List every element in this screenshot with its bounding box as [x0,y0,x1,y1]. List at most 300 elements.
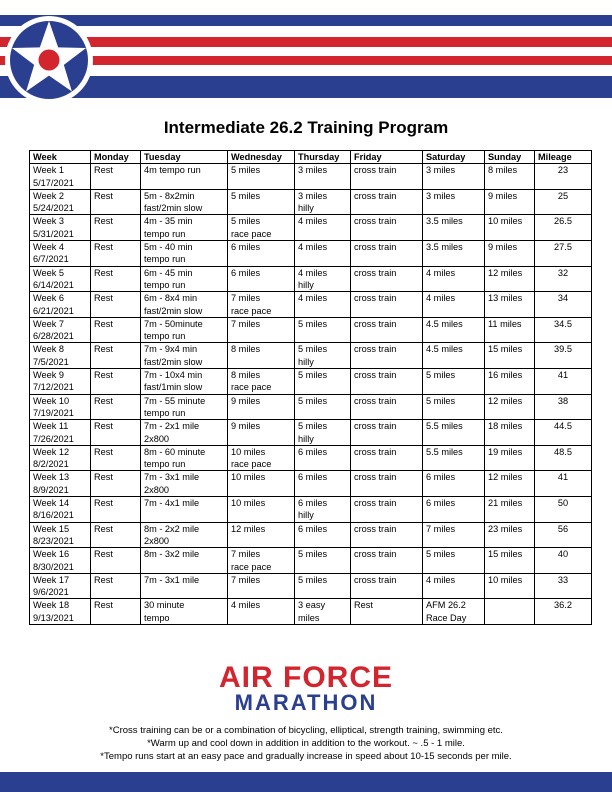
cell-text: Week 8 [33,344,64,355]
cell-text: 3 miles [298,165,328,176]
cell-text: tempo [144,612,170,623]
monday-cell [91,573,141,599]
thursday-cell [295,241,351,267]
friday-cell [351,471,423,497]
cell-text: 32 [557,267,569,278]
cell-text: 3 miles [426,190,456,201]
wednesday-cell [228,215,295,241]
cell-text: 8m - 3x2 mile [144,549,200,560]
thursday-cell [295,292,351,318]
cell-text: 8/16/2021 [33,510,74,521]
week-cell [30,369,91,395]
cell-text: 8 miles [488,165,518,176]
cell-text: 8m - 2x2 mile [144,523,200,534]
monday-cell [91,164,141,190]
cell-text: 2x800 [144,535,170,546]
mileage-cell [535,445,592,471]
cell-text: 9 miles [231,421,261,432]
tuesday-cell [141,241,228,267]
cell-text: 10 miles [488,216,523,227]
cell-text: Week 9 [33,370,64,381]
cell-text: Week 7 [33,318,64,329]
sunday-cell [485,164,535,190]
cell-text: cross train [354,446,397,457]
sunday-cell [485,369,535,395]
cell-text: tempo run [144,254,186,265]
cell-text: 27.5 [554,242,572,253]
thursday-cell [295,471,351,497]
cell-text: 12 miles [488,472,523,483]
cell-text: Race Day [426,612,467,623]
wednesday-cell [228,266,295,292]
table-row [30,445,592,471]
table-row [30,292,592,318]
saturday-cell [423,343,485,369]
cell-text: AFM 26.2 [426,600,466,611]
cell-text: 6 miles [231,267,261,278]
cell-text: 4.5 miles [426,318,463,329]
saturday-cell [423,548,485,574]
cell-text: 3 easy [298,600,326,611]
cell-text: 4 miles [298,267,328,278]
monday-cell [91,599,141,625]
logo-line-2: MARATHON [234,690,378,715]
cell-text: 5/17/2021 [33,177,74,188]
cell-text: 7 miles [231,318,261,329]
week-cell [30,317,91,343]
cell-text: Rest [94,472,113,483]
cell-text: race pace [231,382,272,393]
cell-text: 6/7/2021 [33,254,69,265]
saturday-cell [423,573,485,599]
cell-text: 25 [557,190,569,201]
sunday-cell [485,497,535,523]
week-cell [30,215,91,241]
cell-text: cross train [354,216,397,227]
friday-cell [351,164,423,190]
cell-text: miles [298,612,320,623]
week-cell [30,420,91,446]
cell-text: 41 [557,370,569,381]
saturday-cell [423,471,485,497]
cell-text: 10 miles [231,472,266,483]
sunday-cell [485,266,535,292]
week-cell [30,599,91,625]
cell-text: 7 miles [231,293,261,304]
week-cell [30,343,91,369]
cell-text: hilly [298,510,314,521]
cell-text: Rest [94,344,113,355]
friday-cell [351,189,423,215]
cell-text: Rest [94,549,113,560]
friday-cell [351,343,423,369]
cell-text: tempo run [144,407,186,418]
cell-text: 7m - 10x4 min [144,370,203,381]
week-cell [30,241,91,267]
wednesday-cell [228,369,295,395]
monday-cell [91,189,141,215]
monday-cell [91,471,141,497]
saturday-cell [423,420,485,446]
friday-cell [351,215,423,241]
friday-cell [351,292,423,318]
monday-cell [91,241,141,267]
tuesday-cell [141,164,228,190]
cell-text: 8 miles [231,370,261,381]
cell-text: Rest [94,267,113,278]
cell-text: Rest [94,421,113,432]
saturday-cell [423,292,485,318]
week-cell [30,497,91,523]
saturday-cell [423,369,485,395]
sunday-cell [485,599,535,625]
cell-text: 6/14/2021 [33,279,74,290]
footnotes [0,724,612,763]
cell-text: 10 miles [231,446,266,457]
cell-text: cross train [354,344,397,355]
training-table [29,150,592,625]
cell-text: 5/31/2021 [33,228,74,239]
cell-text: Week 13 [33,472,70,483]
mileage-cell [535,241,592,267]
cell-text: Rest [354,600,373,611]
cell-text: 12 miles [488,267,523,278]
star-roundel-icon [4,15,94,105]
cell-text: race pace [231,228,272,239]
cell-text: 19 miles [488,446,523,457]
cell-text: 34 [557,293,569,304]
cell-text: 44.5 [554,421,572,432]
monday-cell [91,548,141,574]
friday-cell [351,317,423,343]
saturday-cell [423,241,485,267]
tuesday-cell [141,599,228,625]
cell-text: 18 miles [488,421,523,432]
table-row [30,522,592,548]
saturday-cell [423,317,485,343]
monday-cell [91,215,141,241]
cell-text: Week 3 [33,216,64,227]
cell-text: 6 miles [231,242,261,253]
wednesday-cell [228,343,295,369]
tuesday-cell [141,343,228,369]
table-row [30,215,592,241]
cell-text: 4.5 miles [426,344,463,355]
thursday-cell [295,189,351,215]
tuesday-cell [141,548,228,574]
cell-text: 7m - 2x1 mile [144,421,200,432]
footnote: *Warm up and cool down in addition in addition to the workout. ~ .5 - 1 mile. [147,738,465,749]
cell-text: Week 2 [33,190,64,201]
sunday-cell [485,573,535,599]
cell-text: 4 miles [231,600,261,611]
saturday-cell [423,164,485,190]
cell-text: fast/2min slow [144,356,203,367]
footer-stripe [0,772,612,792]
mileage-cell [535,497,592,523]
sunday-cell [485,189,535,215]
cell-text: 12 miles [488,395,523,406]
wednesday-cell [228,497,295,523]
cell-text: 8/23/2021 [33,535,74,546]
cell-text: 5 miles [298,344,328,355]
air-force-marathon-logo [0,661,612,715]
cell-text: cross train [354,370,397,381]
mileage-cell [535,548,592,574]
cell-text: Week 12 [33,446,70,457]
column-header: Monday [91,151,141,164]
cell-text: 5m - 40 min [144,242,193,253]
cell-text: 10 miles [488,574,523,585]
cell-text: Rest [94,293,113,304]
wednesday-cell [228,548,295,574]
cell-text: Rest [94,574,113,585]
cell-text: 48.5 [554,446,572,457]
cell-text: race pace [231,459,272,470]
cell-text: 3 miles [426,165,456,176]
monday-cell [91,369,141,395]
tuesday-cell [141,522,228,548]
table-row [30,241,592,267]
cell-text: 30 minute [144,600,185,611]
cell-text: hilly [298,356,314,367]
friday-cell [351,394,423,420]
footnote: *Tempo runs start at an easy pace and gradually increase in speed about 10-15 seconds per mile. [100,751,512,762]
column-header: Thursday [295,151,351,164]
cell-text: Rest [94,600,113,611]
sunday-cell [485,471,535,497]
cell-text: 33 [557,574,569,585]
cell-text: 9/6/2021 [33,587,69,598]
cell-text: 8/9/2021 [33,484,69,495]
column-header: Mileage [535,151,592,164]
cell-text: 7/5/2021 [33,356,69,367]
cell-text: 9 miles [488,242,518,253]
cell-text: cross train [354,523,397,534]
cell-text: 7m - 9x4 min [144,344,198,355]
monday-cell [91,497,141,523]
cell-text: 8/30/2021 [33,561,74,572]
cell-text: Week 14 [33,498,70,509]
mileage-cell [535,292,592,318]
cell-text: 5 miles [298,370,328,381]
column-header: Sunday [485,151,535,164]
footnote: *Cross training can be or a combination of bicycling, elliptical, strength training, swimming etc. [109,725,503,736]
logo-line-1: AIR FORCE [219,661,393,694]
cell-text: hilly [298,203,314,214]
mileage-cell [535,189,592,215]
tuesday-cell [141,471,228,497]
cell-text: cross train [354,293,397,304]
cell-text: 8 miles [231,344,261,355]
cell-text: 13 miles [488,293,523,304]
thursday-cell [295,394,351,420]
week-cell [30,471,91,497]
wednesday-cell [228,420,295,446]
table-header-row [30,151,592,164]
table-row [30,164,592,190]
monday-cell [91,420,141,446]
cell-text: 7/12/2021 [33,382,74,393]
friday-cell [351,420,423,446]
cell-text: Rest [94,165,113,176]
cell-text: 23 miles [488,523,523,534]
cell-text: 5 miles [298,395,328,406]
cell-text: cross train [354,421,397,432]
saturday-cell [423,599,485,625]
column-header: Week [30,151,91,164]
cell-text: 41 [557,472,569,483]
monday-cell [91,343,141,369]
thursday-cell [295,215,351,241]
monday-cell [91,292,141,318]
table-row [30,369,592,395]
thursday-cell [295,445,351,471]
cell-text: cross train [354,318,397,329]
friday-cell [351,445,423,471]
cell-text: 5 miles [231,216,261,227]
cell-text: hilly [298,433,314,444]
sunday-cell [485,241,535,267]
cell-text: 7m - 50minute [144,318,203,329]
saturday-cell [423,522,485,548]
wednesday-cell [228,573,295,599]
friday-cell [351,266,423,292]
tuesday-cell [141,497,228,523]
mileage-cell [535,599,592,625]
cell-text: 8m - 60 minute [144,446,206,457]
saturday-cell [423,215,485,241]
thursday-cell [295,420,351,446]
cell-text: 8/2/2021 [33,459,69,470]
cell-text: 5 miles [298,549,328,560]
saturday-cell [423,189,485,215]
cell-text: 9 miles [488,190,518,201]
cell-text: 7m - 3x1 mile [144,472,200,483]
tuesday-cell [141,266,228,292]
cell-text: 15 miles [488,549,523,560]
table-row [30,497,592,523]
cell-text: 5.5 miles [426,421,463,432]
mileage-cell [535,394,592,420]
thursday-cell [295,266,351,292]
table-row [30,471,592,497]
cell-text: 21 miles [488,498,523,509]
friday-cell [351,599,423,625]
cell-text: fast/2min slow [144,203,203,214]
cell-text: cross train [354,190,397,201]
table-row [30,317,592,343]
wednesday-cell [228,522,295,548]
monday-cell [91,445,141,471]
cell-text: Rest [94,446,113,457]
cell-text: 6m - 45 min [144,267,193,278]
saturday-cell [423,394,485,420]
thursday-cell [295,317,351,343]
table-row [30,343,592,369]
week-cell [30,548,91,574]
mileage-cell [535,343,592,369]
cell-text: 6 miles [298,446,328,457]
table-row [30,420,592,446]
tuesday-cell [141,420,228,446]
cell-text: Week 10 [33,395,70,406]
cell-text: Week 11 [33,421,69,432]
table-row [30,573,592,599]
cell-text: Week 17 [33,574,70,585]
thursday-cell [295,164,351,190]
wednesday-cell [228,471,295,497]
thursday-cell [295,573,351,599]
mileage-cell [535,522,592,548]
cell-text: 23 [557,165,569,176]
wednesday-cell [228,445,295,471]
cell-text: cross train [354,549,397,560]
tuesday-cell [141,573,228,599]
cell-text: 38 [557,395,569,406]
wednesday-cell [228,317,295,343]
sunday-cell [485,394,535,420]
cell-text: 6 miles [426,472,456,483]
friday-cell [351,522,423,548]
tuesday-cell [141,394,228,420]
cell-text: 34.5 [554,318,572,329]
cell-text: Rest [94,523,113,534]
cell-text: cross train [354,165,397,176]
tuesday-cell [141,189,228,215]
cell-text: race pace [231,305,272,316]
sunday-cell [485,215,535,241]
cell-text: 6 miles [298,523,328,534]
cell-text: 7 miles [231,549,261,560]
wednesday-cell [228,241,295,267]
cell-text: Week 1 [33,165,64,176]
cell-text: 26.5 [554,216,572,227]
cell-text: cross train [354,242,397,253]
cell-text: Week 16 [33,549,70,560]
friday-cell [351,497,423,523]
cell-text: 7m - 3x1 mile [144,574,200,585]
week-cell [30,573,91,599]
week-cell [30,266,91,292]
mileage-cell [535,573,592,599]
cell-text: Rest [94,318,113,329]
table-row [30,394,592,420]
week-cell [30,522,91,548]
cell-text: Week 5 [33,267,64,278]
table-row [30,189,592,215]
cell-text: 5 miles [298,574,328,585]
monday-cell [91,394,141,420]
cell-text: 6 miles [298,472,328,483]
cell-text: 5 miles [231,165,261,176]
saturday-cell [423,445,485,471]
cell-text: Rest [94,395,113,406]
cell-text: Week 4 [33,242,64,253]
cell-text: 3.5 miles [426,242,463,253]
cell-text: 5 miles [298,421,328,432]
friday-cell [351,573,423,599]
cell-text: 6/21/2021 [33,305,74,316]
cell-text: 12 miles [231,523,266,534]
cell-text: 6 miles [426,498,456,509]
tuesday-cell [141,215,228,241]
thursday-cell [295,599,351,625]
cell-text: 4 miles [426,574,456,585]
friday-cell [351,548,423,574]
table-row [30,548,592,574]
cell-text: 10 miles [231,498,266,509]
